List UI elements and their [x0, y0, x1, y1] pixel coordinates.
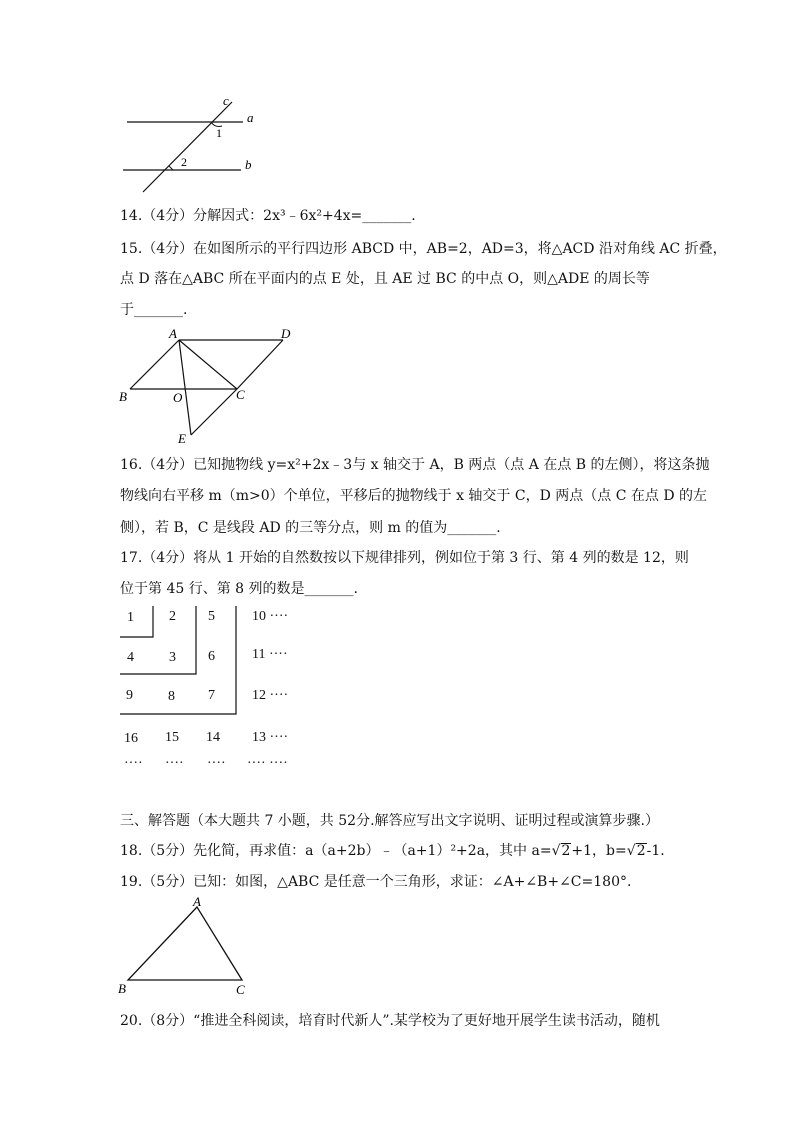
vertex-A: A — [169, 326, 177, 341]
vertex-B: B — [118, 981, 126, 996]
vertex-B: B — [119, 389, 127, 404]
q18-b-radicand: 2 — [636, 843, 646, 859]
q18-b-rest: -1. — [646, 843, 665, 859]
grid-r3-c4: 12 ···· — [252, 688, 289, 703]
question-16-line-2: 物线向右平移 m（m>0）个单位，平移后的抛物线于 x 轴交于 C，D 两点（点 C 在点 D 的左 — [120, 488, 708, 504]
vertex-A: A — [193, 894, 201, 909]
grid-r3-c2: 8 — [168, 689, 175, 704]
grid-r5-c1: ···· — [124, 756, 143, 771]
vertex-C: C — [236, 387, 245, 402]
grid-r4-c2: 15 — [165, 730, 179, 745]
question-15-line-2: 点 D 落在△ABC 所在平面内的点 E 处，且 AE 过 BC 的中点 O，则△ADE 的周长等 — [120, 271, 650, 287]
question-16-line-3: 侧），若 B，C 是线段 AD 的三等分点，则 m 的值为_______. — [120, 520, 501, 536]
grid-r1-c3: 5 — [208, 609, 215, 624]
angle-2-arc — [169, 166, 173, 170]
q18-prefix: 18.（5分）先化简，再求值：a（a+2b）﹣（a+1）²+2a，其中 a= — [120, 843, 552, 859]
grid-r1-c4: 10 ···· — [252, 609, 289, 624]
question-16-line-1: 16.（4分）已知抛物线 y=x²+2x﹣3与 x 轴交于 A，B 两点（点 A 在点 B 的左侧），将这条抛 — [120, 457, 710, 473]
vertex-O: O — [173, 390, 183, 405]
vertex-D: D — [281, 326, 291, 341]
label-1: 1 — [216, 126, 222, 140]
grid-r4-c4: 13 ···· — [252, 730, 289, 745]
label-c: c — [223, 93, 229, 108]
grid-r2-c4: 11 ···· — [252, 647, 288, 662]
grid-r3-c1: 9 — [126, 688, 133, 703]
q18-a-radicand: 2 — [561, 843, 571, 859]
grid-r5-c2: ···· — [165, 756, 184, 771]
question-17-line-1: 17.（4分）将从 1 开始的自然数按以下规律排列，例如位于第 3 行、第 4 列的数是 12，则 — [120, 550, 689, 566]
grid-r2-c3: 6 — [208, 649, 215, 664]
sqrt-sign-a: √ — [551, 843, 561, 859]
triangle-figure — [115, 895, 255, 1000]
vertex-E: E — [178, 431, 186, 446]
question-15-line-3: 于_______. — [120, 302, 188, 318]
question-15-line-1: 15.（4分）在如图所示的平行四边形 ABCD 中，AB=2，AD=3，将△ACD 沿对角线 AC 折叠， — [120, 241, 727, 257]
sqrt-sign-b: √ — [626, 843, 636, 859]
section-3-heading: 三、解答题（本大题共 7 小题，共 52分.解答应写出文字说明、证明过程或演算步骤.） — [120, 813, 659, 829]
question-20: 20.（8分）“推进全科阅读，培育时代新人”.某学校为了更好地开展学生读书活动，随机 — [120, 1013, 660, 1029]
question-14: 14.（4分）分解因式：2x³﹣6x²+4x=_______. — [120, 208, 416, 224]
transversal-c — [143, 102, 232, 192]
grid-r2-c1: 4 — [127, 650, 134, 665]
question-18 — [120, 842, 665, 860]
parallel-lines-figure — [115, 92, 265, 197]
parallelogram-figure — [115, 325, 305, 450]
grid-r5-c3: ···· — [207, 756, 226, 771]
grid-r2-c2: 3 — [169, 650, 176, 665]
question-19: 19.（5分）已知：如图，△ABC 是任意一个三角形，求证：∠A+∠B+∠C=180°. — [120, 874, 632, 890]
grid-r3-c3: 7 — [208, 688, 215, 703]
label-b: b — [245, 157, 252, 172]
label-2: 2 — [181, 155, 187, 169]
grid-r4-c3: 14 — [206, 730, 220, 745]
vertex-C: C — [236, 982, 245, 997]
grid-r4-c1: 16 — [124, 731, 138, 746]
grid-r5-c4: ···· ···· — [247, 756, 288, 771]
grid-r1-c1: 1 — [127, 610, 134, 625]
question-17-line-2: 位于第 45 行、第 8 列的数是_______. — [120, 581, 358, 597]
q18-a-rest: +1，b= — [571, 843, 627, 859]
label-a: a — [247, 110, 254, 125]
grid-r1-c2: 2 — [169, 609, 176, 624]
number-grid-lines — [118, 604, 243, 719]
